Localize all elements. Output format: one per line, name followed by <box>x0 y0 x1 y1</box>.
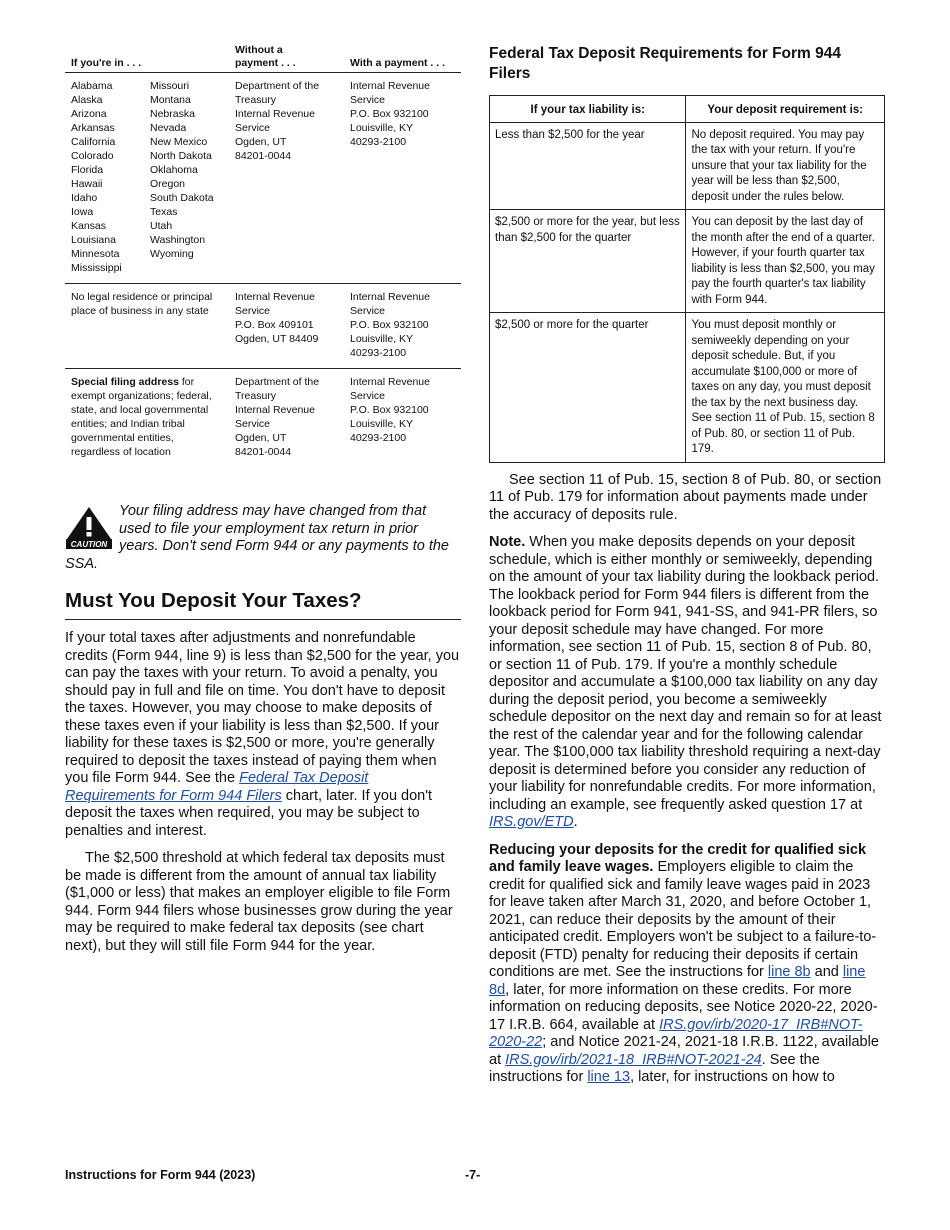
text-line: Internal Revenue <box>235 404 315 416</box>
page-number: -7- <box>465 1168 481 1182</box>
text-line: Nevada <box>150 122 187 134</box>
text-line: Alaska <box>71 94 103 106</box>
text-line: exempt organizations; federal, <box>71 390 212 402</box>
header-deposit-requirement: Your deposit requirement is: <box>686 96 885 123</box>
text-line: Ogden, UT <box>235 432 287 444</box>
filing-address-table <box>65 44 461 467</box>
text-line: Alabama <box>71 80 113 92</box>
text-line: Service <box>235 122 271 134</box>
text-line: state, and local governmental <box>71 404 209 416</box>
table-row <box>490 122 885 210</box>
text-line: governmental entities, <box>71 432 174 444</box>
text-line: 40293-2100 <box>350 136 407 148</box>
text-line: Department of the <box>235 376 320 388</box>
text-line: Internal Revenue <box>235 108 315 120</box>
liability-cell: $2,500 or more for the quarter <box>490 313 686 463</box>
text-line: Colorado <box>71 150 114 162</box>
text-line: Louisville, KY <box>350 418 414 430</box>
requirement-cell: You must deposit monthly or semiweekly depending on your deposit schedule. But, if you accumulate $100,000 or more of taxes on any day, you must deposit the tax by the next business day. See section 11 of Pub. 15, section 8 of Pub. 80, or section 11 of Pub. 179. <box>686 313 885 463</box>
text-line: Minnesota <box>71 248 120 260</box>
text-line: Montana <box>150 94 191 106</box>
text-line: 40293-2100 <box>350 432 407 444</box>
caution-box <box>65 503 461 573</box>
text-line: Kansas <box>71 220 107 232</box>
reducing-deposits-paragraph: Reducing your deposits for the credit for qualified sick and family leave wages. Employers eligible to claim the credit for qualified sick and family leave wages paid in 2023 for leave taken after March 31, 2020, and before October 1, 2021, can reduce their deposits by the amount of their anticipated credit. Employers won't be subject to a failure-to-deposit (FTD) penalty for reducing their deposits if certain conditions are met. See the instructions for line 8b and line 8d, later, for more information on these credits. For more information on reducing deposits, see Notice 2020-22, 2020-17 I.R.B. 664, available at IRS.gov/irb/2020-17_IRB#NOT-2020-22; and Notice 2021-24, 2021-18 I.R.B. 1122, available at IRS.gov/irb/2021-18_IRB#NOT-2021-24. See the instructions for line 13, later, for instructions on how to <box>489 841 879 1085</box>
states-col-2 <box>150 79 229 275</box>
page-footer <box>65 1168 885 1182</box>
deposit-table-title: Federal Tax Deposit Requirements for Form 944 Filers <box>489 45 842 82</box>
text-line: Treasury <box>235 390 277 402</box>
text-line: Mississippi <box>71 262 122 274</box>
text-line: Oklahoma <box>150 164 198 176</box>
text-line: No legal residence or principal <box>71 291 213 303</box>
header-with-payment: With a payment . . . <box>350 57 446 69</box>
text-line: Hawaii <box>71 178 103 190</box>
text-line: Wyoming <box>150 248 194 260</box>
header-without-payment: Without a payment . . . <box>235 44 296 69</box>
header-location: If you're in . . . <box>71 57 142 69</box>
text-line: Missouri <box>150 80 190 92</box>
text-line: Nebraska <box>150 108 195 120</box>
address-without-payment <box>229 290 344 360</box>
table-row <box>490 210 885 313</box>
text-line: Utah <box>150 220 173 232</box>
irs-etd-link[interactable]: IRS.gov/ETD <box>489 814 574 830</box>
address-with-payment <box>344 290 461 360</box>
must-deposit-paragraph-2: The $2,500 threshold at which federal tax deposits must be made is different from the amount of annual tax liability ($1,000 or less) that makes an employer eligible to file Form 944. Form 944 filers whose businesses grow during the year may be required to make federal tax deposits (see chart next), but they will still file Form 944 for the year. <box>65 850 453 954</box>
header-tax-liability: If your tax liability is: <box>490 96 686 123</box>
text-line: 40293-2100 <box>350 347 407 359</box>
liability-cell: Less than $2,500 for the year <box>490 122 686 210</box>
left-column <box>65 44 461 955</box>
irb-2020-17-link[interactable]: IRS.gov/irb/2020-17_IRB#NOT-2020-22 <box>489 1016 863 1050</box>
line-8d-link[interactable]: line 8d <box>489 964 866 998</box>
caution-text: Your filing address may have changed from that used to file your employment tax return in prior years. Don't send Form 944 or any payments to the SSA. <box>65 503 449 572</box>
text-line: Department of the <box>235 80 320 92</box>
text-line: Service <box>350 94 386 106</box>
text-line: Arizona <box>71 108 107 120</box>
text-line: Oregon <box>150 178 186 190</box>
text-line: Service <box>350 305 386 317</box>
section-heading-must-deposit: Must You Deposit Your Taxes? <box>65 589 461 620</box>
text-line: entities; and Indian tribal <box>71 418 185 430</box>
must-deposit-paragraph-1: If your total taxes after adjustments and nonrefundable credits (Form 944, line 9) is less than $2,500 for the year, you can pay the taxes with your return. To avoid a penalty, you should pay in full and file on time. You don't have to deposit the taxes. However, you may choose to make deposits of these taxes even if your liability is less than $2,500. If your liability for these taxes is $2,500 or more, you're generally required to deposit the taxes instead of paying them when you file Form 944. See the Federal Tax Deposit Requirements for Form 944 Filers chart, later. If you don't deposit the taxes when required, you may be subject to penalties and interest. <box>65 630 460 839</box>
address-row-states <box>65 73 461 284</box>
text-line: Service <box>350 390 386 402</box>
text-line: P.O. Box 932100 <box>350 404 429 416</box>
svg-text:CAUTION: CAUTION <box>70 540 108 549</box>
deposit-requirements-link[interactable]: Federal Tax Deposit Requirements for Form 944 Filers <box>65 770 369 804</box>
see-section-paragraph: See section 11 of Pub. 15, section 8 of Pub. 80, or section 11 of Pub. 179 for information about payments made under the accuracy of deposits rule. <box>489 471 882 523</box>
address-row-special <box>65 369 461 467</box>
text-line: regardless of location <box>71 446 171 458</box>
text-line: P.O. Box 932100 <box>350 319 429 331</box>
states-list <box>65 79 229 275</box>
text-line: Louisville, KY <box>350 333 414 345</box>
text-line: 84201-0044 <box>235 150 292 162</box>
text-line: Treasury <box>235 94 277 106</box>
text-line: Internal Revenue <box>350 80 430 92</box>
table-row <box>490 313 885 463</box>
text-line: Washington <box>150 234 206 246</box>
footer-form-title: Instructions for Form 944 (2023) <box>65 1168 256 1182</box>
address-with-payment <box>344 79 461 275</box>
text-line: place of business in any state <box>71 305 209 317</box>
text-line: California <box>71 136 116 148</box>
requirement-cell: You can deposit by the last day of the month after the end of a quarter. However, if your fourth quarter tax liability is less than $2,500, you may pay the fourth quarter's tax liability with Form 944. <box>686 210 885 313</box>
text-line: Arkansas <box>71 122 115 134</box>
text-line: Internal Revenue <box>350 376 430 388</box>
text-line: Texas <box>150 206 178 218</box>
location-special: Special filing address for exempt organizations; federal, state, and local governmental entities; and Indian tribal governmental entities, regardless of location <box>65 375 229 459</box>
deposit-requirements-table <box>489 95 885 463</box>
text-line: Service <box>235 418 271 430</box>
text-line: South Dakota <box>150 192 214 204</box>
deposit-table-header <box>490 96 885 123</box>
text-line: New Mexico <box>150 136 208 148</box>
text-line: North Dakota <box>150 150 212 162</box>
address-with-payment <box>344 375 461 459</box>
address-table-header <box>65 44 461 73</box>
text-line: 84201-0044 <box>235 446 292 458</box>
text-line: Internal Revenue <box>235 291 315 303</box>
text-line: P.O. Box 409101 <box>235 319 314 331</box>
text-line: P.O. Box 932100 <box>350 108 429 120</box>
address-row-no-residence <box>65 284 461 369</box>
note-paragraph: Note. When you make deposits depends on your deposit schedule, which is either monthly or semiweekly, depending on the amount of your tax liability during the lookback period. The lookback period for Form 944 filers is different from the lookback period for Form 941, 941-SS, and 941-PR filers, so your deposit schedule may have changed. For more information, see section 11 of Pub. 15, section 8 of Pub. 80, or section 11 of Pub. 179. If you're a monthly schedule depositor and accumulate a $100,000 tax liability on any day during the deposit period, you become a semiweekly schedule depositor on the next day and remain so for at least the rest of the calendar year and for the following calendar year. The $100,000 tax liability threshold requiring a next-day deposit is determined before you consider any reduction of your liability for nonrefundable credits. For more information, including an example, see frequently asked question 17 at IRS.gov/ETD. <box>489 534 882 830</box>
liability-cell: $2,500 or more for the year, but less than $2,500 for the quarter <box>490 210 686 313</box>
address-without-payment <box>229 79 344 275</box>
location-no-residence <box>65 290 229 360</box>
text-line: Iowa <box>71 206 94 218</box>
text-line: Louisville, KY <box>350 122 414 134</box>
text-line: Ogden, UT <box>235 136 287 148</box>
line-13-link[interactable]: line 13 <box>587 1069 631 1085</box>
right-column <box>489 44 885 1087</box>
irb-2021-18-link[interactable]: IRS.gov/irb/2021-18_IRB#NOT-2021-24 <box>505 1051 762 1068</box>
text-line: Ogden, UT 84409 <box>235 333 319 345</box>
text-line: Idaho <box>71 192 98 204</box>
text-line: Florida <box>71 164 104 176</box>
text-line: Service <box>235 305 271 317</box>
line-8b-link[interactable]: line 8b <box>767 964 811 980</box>
states-col-1 <box>71 79 150 275</box>
text-line: Louisiana <box>71 234 116 246</box>
text-line: Internal Revenue <box>350 291 430 303</box>
caution-icon <box>65 505 113 549</box>
requirement-cell: No deposit required. You may pay the tax with your return. If you're unsure that your tax liability for the year will be less than $2,500, deposit under the rules below. <box>686 122 885 210</box>
address-without-payment <box>229 375 344 459</box>
